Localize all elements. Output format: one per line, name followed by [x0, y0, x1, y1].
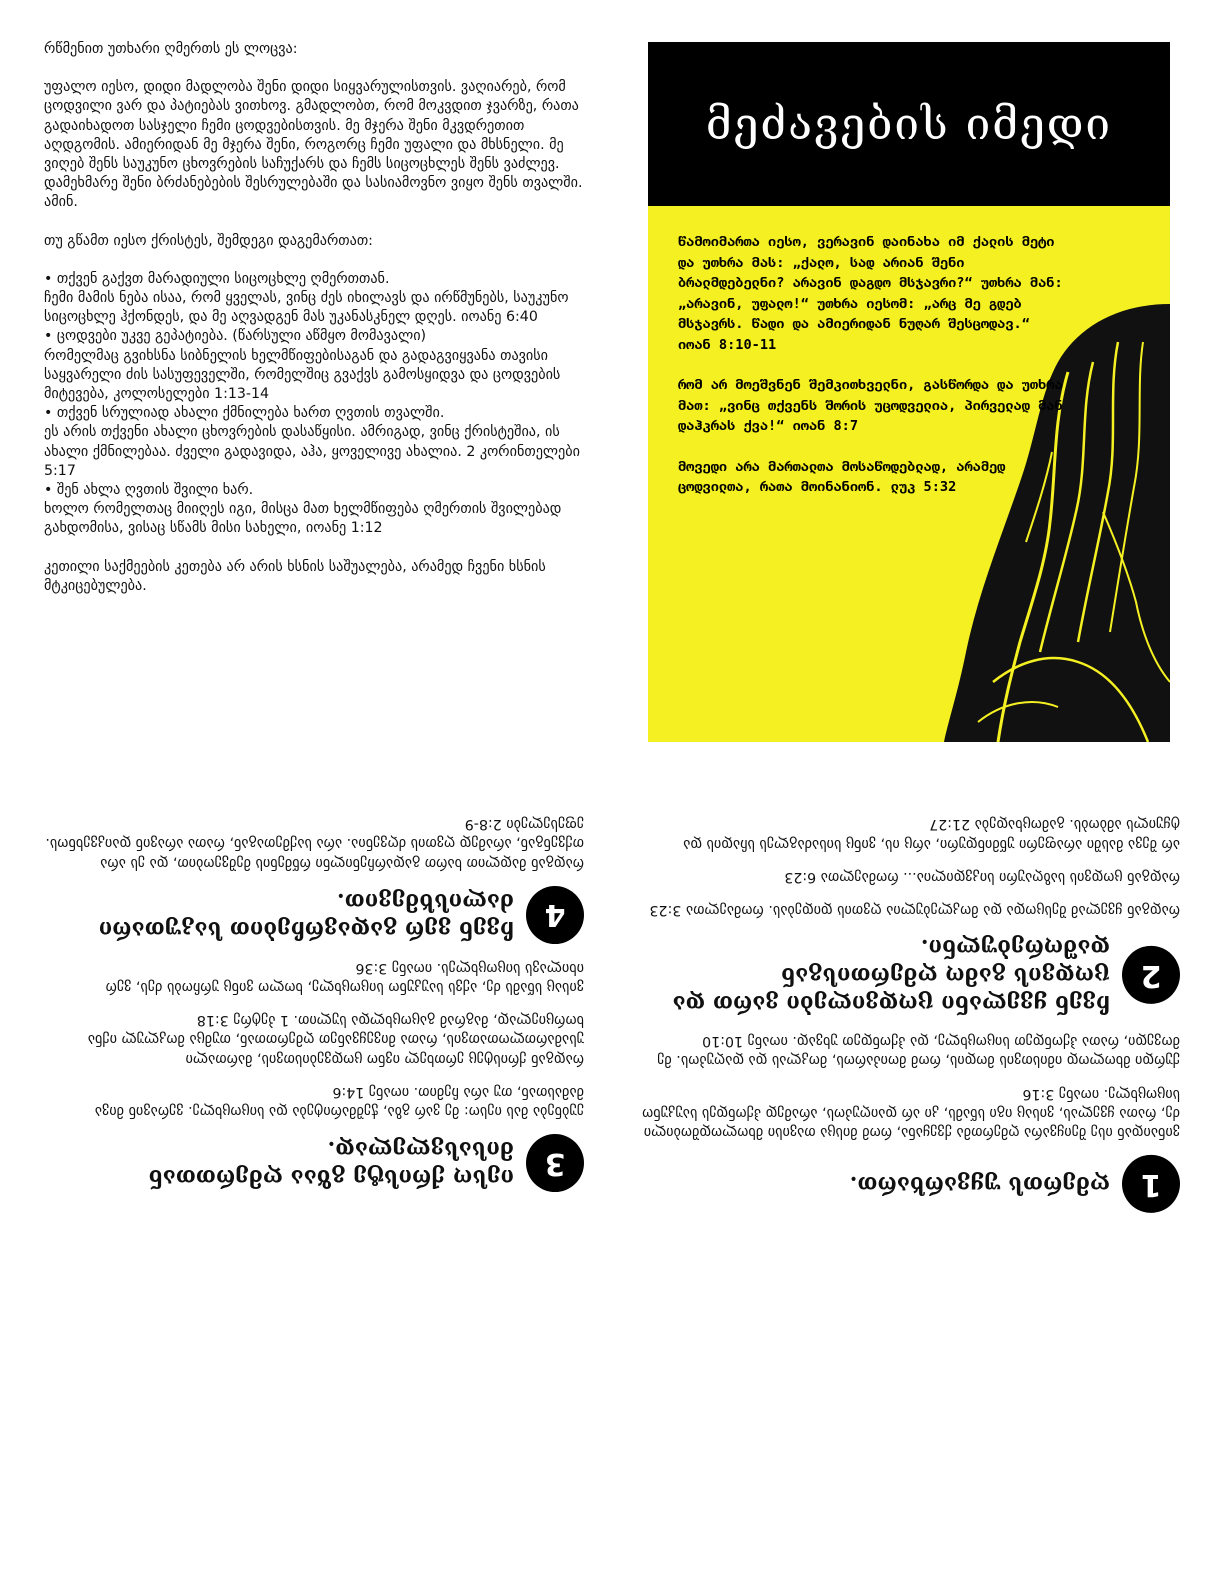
- section-number-badge: 4: [526, 886, 584, 944]
- section-title: ღმერთს უყვარხართ.: [849, 1170, 1110, 1197]
- section-paragraph: რადგან ყველამ შესცოდა და მოკლებულია ღვთის დიდებას. რომაელთა 3:23: [649, 901, 1180, 918]
- prayer-text: უფალო იესო, დიდი მადლობა შენი დიდი სიყვარულისთვის. ვაღიარებ, რომ ცოდვილი ვარ და პატიებას ვითხოვ. გმადლობთ, რომ მოკვდით ჯვარზე, რათა გადაიხადოთ სასჯელი ჩემი ცოდვებისთვის. მე მჯერა შენი მკვდრეთით აღდგომის. ამიერიდან მე მჯერა შენი, როგორც ჩემი უფალი და მხსნელი. მე ვიღებ შენს საუკუნო ცხოვრების საჩუქარს და ჩემს სიცოცხლეს შენს ვაძლევ. დამეხმარე შენი ბრძანებების შესრულებაში და სასიამოვნო ვიყო შენს თვალში. ამინ.: [44, 79, 583, 211]
- bullet-3-body: ეს არის თქვენი ახალი ცხოვრების დასაწყისი. ამრიგად, ვინც ქრისტეშია, ის ახალი ქმნილებაა. ძველი გადავიდა, აჰა, ყოველივე ახალია. 2 კორინთელები 5:17: [44, 424, 580, 479]
- bullet-4-lead: • შენ ახლა ღვთის შვილი ხარ.: [44, 482, 254, 499]
- cover-panel: [648, 42, 1170, 742]
- bullet-2-body: რომელმაც გვიხსნა სიბნელის ხელმწიფებისაგან და გადაგვიყვანა თავისი საყვარელი ძის სასუფეველში, რომელშიც გვაქვს გამოსყიდვა და ცოდვების მიტევება, კოლოსელები 1:13-14: [44, 347, 561, 403]
- bullet-1-lead: • თქვენ გაქვთ მარადიული სიცოცხლე ღმერთთან.: [44, 270, 390, 287]
- inverted-panel-right: [640, 800, 1180, 1217]
- bullet-1-body: ჩემი მამის ნება ისაა, რომ ყველას, ვინც ძეს იხილავს და ირწმუნებს, საუკუნო სიცოცხლე ჰქონდეს, და მე აღვადგენ მას უკანასკნელ დღეს. იოანე 6:40: [44, 290, 569, 326]
- verse-1: წამოიმართა იესო, ვერავინ დაინახა იმ ქალის მეტი და უთხრა მას: „ქალო, სად არიან შენი ბრალმდებელნი? არავინ დაგდო მსჯავრი?“ უთხრა მან: „არავინ, უფალო!“ უთხრა იესომ: „არც მე გდებ მსჯავრს. წადი და ამიერიდან ნუღარ შესცოდავ.“ იოან 8:10-11: [678, 234, 1063, 353]
- cover-title: მეძავების იმედი: [705, 98, 1113, 150]
- section-4-heading: [44, 886, 584, 944]
- section-paragraph: რადგან ქრისტეც ერთხელ ივნო ცოდვებისთვის, მართალი უსამართლოთათვის, რათა მივეყვანეთ ღმერთთან, თუმცა მოკლულ იქნა ხორციელად, მაგრამ გაცოცხლდა სულით. 1 პეტრე 3:18: [87, 1012, 584, 1067]
- bullet-list: [44, 270, 604, 539]
- section-2-heading: [640, 933, 1180, 1017]
- section-title: იესო ქრისტე გზაა ღმერთთან მისასვლელად.: [148, 1136, 514, 1191]
- section-number-badge: 2: [1122, 946, 1180, 1004]
- section-paragraph: ვინაიდან ისე შეიყვარა ღმერთმა ქვეყანა, რომ მისცა თავისი მხოლოდშობილი ძე, რათა ყველას, ვისაც იგი სწამს, კი არ დაიღუპოს, არამედ ჰქონდეს საუკუნო სიცოცხლე. იოანე 3:16: [642, 1085, 1180, 1140]
- section-paragraph: ვისაც სწამს ძე, აქვს საუკუნო სიცოცხლე, ხოლო ვინც ურჩობს ძეს, ვერ იხილავს სიცოცხლეს. იოანე 3:36: [105, 959, 584, 996]
- section-1-heading: [640, 1155, 1180, 1213]
- verse-2: რომ არ მოეშვნენ შემკითხველნი, გასწორდა და უთხრა მათ: „ვინც თქვენს შორის უცოდველია, პირველად მან დაჰკრას ქვა!“ იოან 8:7: [678, 377, 1063, 434]
- inverted-panel-left: [44, 800, 584, 1196]
- prayer-intro: რწმენით უთხარი ღმერთს ეს ლოცვა:: [44, 41, 298, 57]
- section-paragraph: ქურდი მხოლოდ იმისთვის მოდის, რომ მოიპაროს, მოკლას და დაღუპოს. მე მოვედი, რათა ჰქონდეთ სიცოცხლე, და ჰქონდეთ უხვად. იოანე 10:10: [657, 1033, 1180, 1069]
- bullet-4-body: ხოლო რომელთაც მიიღეს იგი, მისცა მათ ხელმწიფება ღმერთის შვილებად გახდომისა, ვისაც სწამს მისი სახელი, იოანე 1:12: [44, 501, 562, 537]
- bullet-3-lead: • თქვენ სრულიად ახალი ქმნილება ხართ ღვთის თვალში.: [44, 405, 445, 422]
- section-title: ჩვენ ვერ გადავრჩებით საკუთარი ძალისხმევით.: [98, 887, 514, 942]
- prayer-column: [44, 40, 604, 615]
- section-number-badge: 3: [526, 1134, 584, 1192]
- prayer-after: თუ გწამთ იესო ქრისტეს, შემდეგი დაგემართათ:: [44, 232, 373, 249]
- prayer-closing: კეთილი საქმეების კეთება არ არის ხსნის საშუალება, არამედ ჩვენი ხსნის მტკიცებულება.: [44, 558, 546, 594]
- section-paragraph: რადგან მადლით ხართ გადარჩენილნი რწმენის მეშვეობით, და ეს არა თქვენგან, არამედ ღვთის ძღვენია. არა საქმეთაგან, რათა არავინ დაიკვეხნოს. ეფესელები 2:8-9: [45, 816, 584, 871]
- section-paragraph: რადგან ცოდვის საზღაური სიკვდილია... რომაელთა 6:23: [784, 868, 1180, 885]
- section-paragraph: ეუბნება მას იესო: მე ვარ გზა, ჭეშმარიტება და სიცოცხლე. ვერავინ მივა მამასთან, თუ არა ჩემით. იოანე 14:6: [94, 1083, 584, 1120]
- section-number-badge: 1: [1122, 1155, 1180, 1213]
- title-banner: [648, 42, 1170, 206]
- section-title: ჩვენ ყველანი ცოდვილები ვართ და ცოდვის გამო ღმერთისგან დაშორებულნი.: [672, 933, 1110, 1016]
- verse-3: მოვედი არა მართალთა მოსაწოდებლად, არამედ ცოდვილთა, რათა მოინანიონ. ლუკ 5:32: [678, 458, 1006, 495]
- section-3-heading: [44, 1134, 584, 1192]
- section-paragraph: არ შევა მასში არაფერი უწმინდური, არც ის, ვინც სისაძაგლეს სჩადის და ტყუილს ამბობს. გამოცხადება 21:27: [683, 816, 1180, 852]
- bullet-2-lead: • ცოდვები უკვე გეპატიება. (წარსული აწმყო მომავალი): [44, 328, 427, 345]
- cover-verses: [678, 232, 1068, 518]
